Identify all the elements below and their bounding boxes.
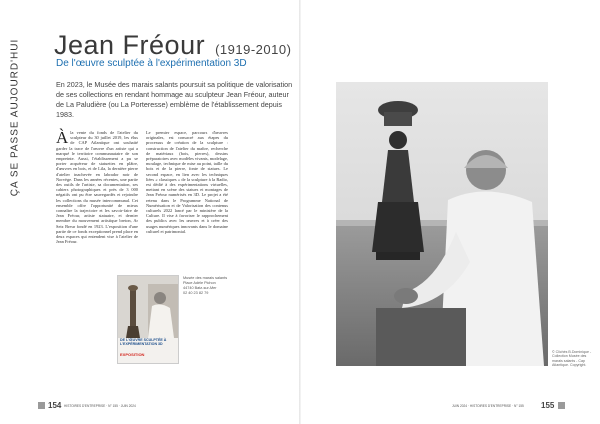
title-name: Jean Fréour	[54, 30, 206, 60]
page-number-right: 155	[541, 401, 555, 410]
poster-exposition: EXPOSITION	[120, 352, 145, 357]
article-subtitle: De l'œuvre sculptée à l'expérimentation 3D	[56, 58, 247, 69]
page-number-left: 154	[48, 401, 62, 410]
photo-credit: © Clichés B.Dominique - Collection Musée des marais salants - Cap Atlantique. Copyright.	[552, 350, 592, 368]
footer-marker-right	[558, 402, 565, 409]
address-line: 02 40 23 82 79	[183, 291, 209, 295]
body-column-2	[146, 130, 228, 234]
address-line: 44740 Batz-sur-Mer	[183, 286, 217, 290]
museum-address	[183, 276, 243, 296]
exhibition-poster	[117, 275, 179, 364]
page-gutter	[299, 0, 301, 424]
rubric-label: ÇA SE PASSE AUJOURD'HUI	[9, 38, 21, 197]
article-title	[54, 30, 291, 61]
drop-cap: À	[56, 128, 69, 147]
column-2-text: Le premier espace, parcours d'œuvres originales, est consacré aux étapes du processus de création de la sculpture : construction de l'atelier du maître, recherche de matériaux (bois, pierres), dessins préparatoires avec modèles vivants, modelage, moulage, technique de mise au point, taille du bois et de la pierre, fonte de statues. Le second espace, en lien avec les techniques liées « classiques » de la sculpture à la Radio, est dédié à des expérimentations virtuelles, mettant en scène des statues et montages de Jean Fréour numérisés en 3D. Le projet a été retenu dans le Programme National de Numérisation et de Valorisation des contenus culturels 2022 lancé par le ministère de la Culture. Il vise à favoriser le rapprochement des publics avec les œuvres et à créer des usages numériques innovants dans le domaine culturel et patrimonial.	[146, 130, 228, 234]
footer-text-right: JUIN 2024 · HISTOIRES D'ENTREPRISE · N° 155	[452, 404, 524, 408]
poster-title: DE L'ŒUVRE SCULPTÉE À L'EXPÉRIMENTATION 3D	[120, 338, 167, 346]
poster-photo	[118, 276, 178, 338]
address-line: Place Adèle Pichon	[183, 281, 216, 285]
sculptor-photo	[336, 82, 548, 366]
title-dates: (1919-2010)	[215, 42, 292, 57]
photo-image	[336, 82, 548, 366]
section-rubric	[2, 40, 28, 210]
article-intro: En 2023, le Musée des marais salants poursuit sa politique de valorisation de ses collections en rendant hommage au sculpteur Jean Fréour, auteur de La Paludière (ou La Porteresse) emblème de l'établissement depuis 1983.	[56, 80, 293, 119]
footer-text-left: HISTOIRES D'ENTREPRISE · N° 155 · JUIN 2024	[64, 404, 136, 408]
footer-marker-left	[38, 402, 45, 409]
address-line: Musée des marais salants	[183, 276, 228, 280]
column-1-text: la vente du fonds de l'atelier du sculpteur du 30 juillet 2019, les élus de CAP Atlantique ont souhaité garder la trace de l'œuvre d'un artiste qui a marqué le territoire communautaire de son empreinte. Aussi, l'établissement a pu se porter acquéreur de statuettes en plâtre, d'œuvres en bois, et de Lila, la dernière pierre d'atelier inachevée en labrador noir de Norvège. Dans les années récentes, une partie des outils de l'artiste, sa documentation, ses cahiers photographiques et près de 3 000 négatifs ont pu être sauvegardés et rejoindre les collections du musée intercommunal. Cet ensemble offre l'opportunité de mieux connaître la trajectoire et les savoir-faire de Jean Fréour, artiste statuaire, et dernier membre du mouvement artistique breton, Ar Seiz Breur fondé en 1923. L'exposition d'une partie de ce fonds exceptionnel prend place en deux espaces qui entendent vise à l'atelier de Jean Fréour.	[56, 130, 138, 245]
body-column-1	[56, 130, 138, 244]
